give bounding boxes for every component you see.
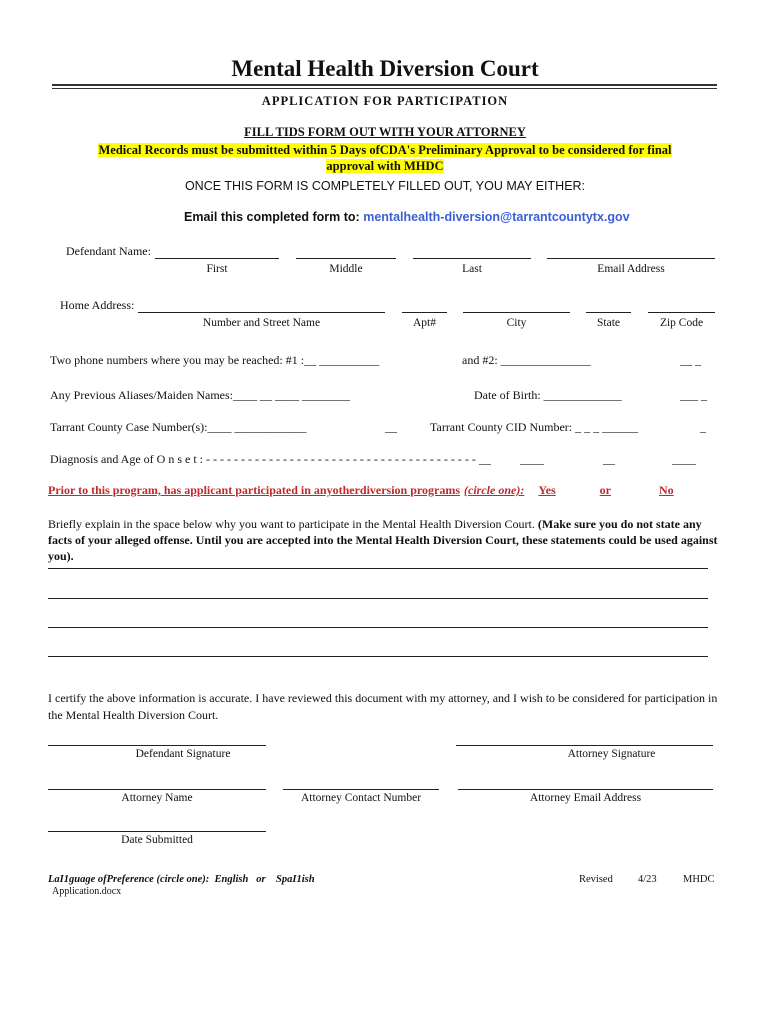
last-caption: Last [462, 263, 482, 275]
apt-field[interactable] [402, 312, 447, 313]
email-label: Email this completed form to: [184, 210, 360, 224]
prior-yes-option[interactable]: Yes [538, 483, 556, 497]
last-name-field[interactable] [413, 258, 531, 259]
case-number-field[interactable]: Tarrant County Case Number(s):____ ____________ [50, 420, 307, 434]
middle-name-field[interactable] [296, 258, 396, 259]
prior-question-text: Prior to this program, has applicant participated in anyotherdiversion programs [48, 483, 461, 497]
page-title: Mental Health Diversion Court [231, 56, 539, 81]
language-preference[interactable]: LaI1guage ofPreference (circle one): English or SpaI1ish [48, 874, 315, 885]
defendant-name-label: Defendant Name: [66, 244, 151, 258]
explain-instructions [48, 516, 720, 564]
document-filename: Application.docx [52, 886, 122, 897]
title-rule [52, 84, 717, 86]
defendant-signature-field[interactable] [48, 745, 266, 746]
city-caption: City [506, 317, 527, 329]
middle-caption: Middle [329, 263, 363, 275]
certification-text [48, 690, 720, 724]
street-field[interactable] [138, 312, 385, 313]
explanation-line-2[interactable] [48, 598, 708, 599]
email-caption: Email Address [597, 263, 665, 275]
attorney-signature-field[interactable] [456, 745, 713, 746]
cid-number-field[interactable]: Tarrant County CID Number: _ _ _ ______ [430, 420, 639, 434]
state-caption: State [597, 317, 620, 329]
diagnosis-dash-3: ____ [672, 452, 696, 466]
prior-or-text: or [599, 483, 611, 497]
circle-one-text: (circle one): [464, 483, 525, 497]
org-code: MHDC [683, 874, 715, 885]
prior-program-question [48, 481, 674, 499]
attorney-contact-field[interactable] [283, 789, 439, 790]
highlight-line-1: Medical Records must be submitted within 5 Days ofCDA's Preliminary Approval to be considered for final [98, 143, 672, 157]
city-field[interactable] [463, 312, 570, 313]
state-field[interactable] [586, 312, 631, 313]
date-submitted-caption: Date Submitted [121, 834, 193, 846]
attorney-instruction: FILL TIDS FORM OUT WITH YOUR ATTORNEY [244, 125, 526, 139]
dob-dash: ___ _ [680, 388, 707, 402]
diagnosis-dash-1: ____ [520, 452, 544, 466]
attorney-signature-caption: Attorney Signature [567, 748, 656, 760]
apt-caption: Apt# [413, 317, 436, 329]
cid-dash: _ [700, 420, 706, 434]
submission-email-link[interactable]: mentalhealth-diversion@tarrantcountytx.gov [363, 210, 630, 224]
attorney-name-caption: Attorney Name [121, 792, 193, 804]
email-instruction [184, 210, 630, 224]
home-address-label: Home Address: [60, 298, 135, 312]
zip-field[interactable] [648, 312, 715, 313]
phone-2-field[interactable]: and #2: _______________ [462, 353, 591, 367]
title-rule-thin [52, 88, 717, 89]
explanation-line-4[interactable] [48, 656, 708, 657]
zip-caption: Zip Code [659, 317, 704, 329]
email-address-field[interactable] [547, 258, 715, 259]
aliases-field[interactable]: Any Previous Aliases/Maiden Names:____ __ ____ ________ [50, 388, 350, 402]
once-filled-text: ONCE THIS FORM IS COMPLETELY FILLED OUT, YOU MAY EITHER: [184, 179, 586, 193]
attorney-email-field[interactable] [458, 789, 713, 790]
first-caption: First [206, 263, 228, 275]
explain-bold-text-1: (Make sure you do not state any facts [48, 517, 702, 547]
form-subtitle: APPLICATION FOR PARTICIPATION [261, 94, 509, 108]
explanation-line-3[interactable] [48, 627, 708, 628]
attorney-name-field[interactable] [48, 789, 266, 790]
phone-1-field[interactable]: Two phone numbers where you may be reached: #1 :__ __________ [50, 353, 380, 367]
prior-no-option[interactable]: No [659, 483, 674, 497]
phone-dash: __ _ [680, 353, 701, 367]
attorney-email-caption: Attorney Email Address [529, 792, 642, 804]
certify-line-1: I certify the above information is accurate. I have reviewed this document with my attorney, and I wish to be considered for participation in [48, 691, 718, 705]
diagnosis-field[interactable]: Diagnosis and Age of O n s e t : - - - - - - - - - - - - - - - - - - - - - - - - - - - - - - - - - - - - - - - __ [50, 452, 491, 466]
explanation-line-1[interactable] [48, 568, 708, 569]
revision-date: 4/23 [638, 874, 657, 885]
diagnosis-dash-2: __ [603, 452, 615, 466]
date-submitted-field[interactable] [48, 831, 266, 832]
case-dash: __ [385, 420, 397, 434]
highlight-line-2: approval with MHDC [326, 159, 444, 173]
date-of-birth-field[interactable]: Date of Birth: _____________ [474, 388, 622, 402]
medical-records-notice-2 [0, 157, 770, 175]
explain-bold-text-2: of your alleged offense. Until you are accepted into the Mental Health Diversion Court, these statements could be used against you). [48, 533, 718, 563]
attorney-contact-caption: Attorney Contact Number [300, 792, 422, 804]
explain-plain-text: Briefly explain in the space below why you want to participate in the Mental Health Diversion Court. [48, 517, 535, 531]
first-name-field[interactable] [155, 258, 279, 259]
defendant-signature-caption: Defendant Signature [135, 748, 231, 760]
revised-label: Revised [579, 874, 613, 885]
street-caption: Number and Street Name [202, 317, 321, 329]
certify-line-2: the Mental Health Diversion Court. [48, 708, 219, 722]
